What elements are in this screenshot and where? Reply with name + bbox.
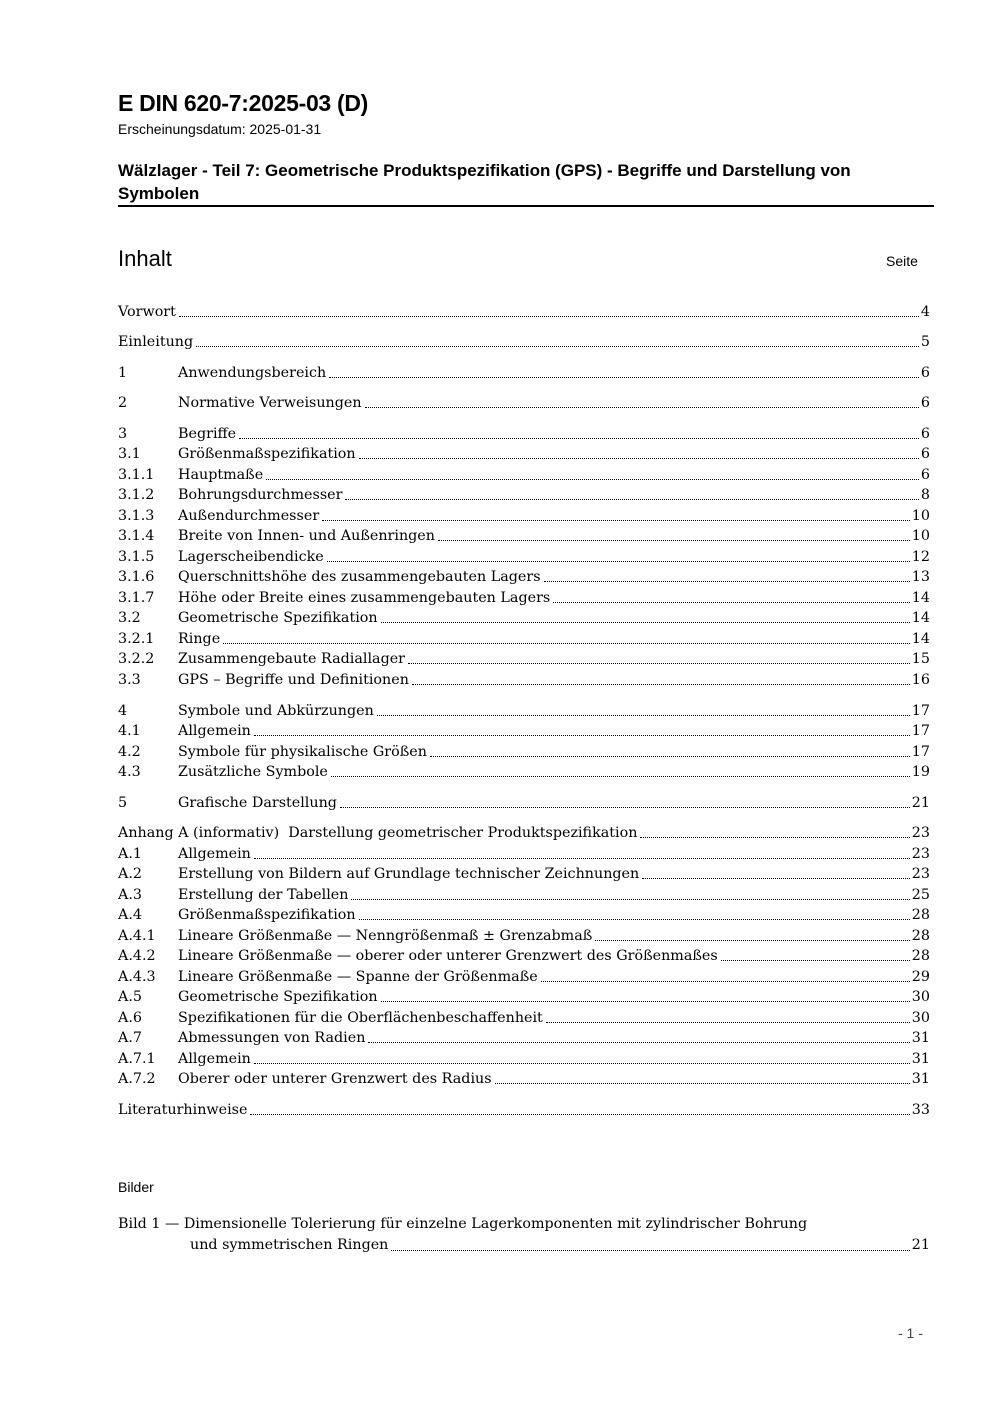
- toc-entry-page: 16: [911, 672, 930, 688]
- toc-entry-title: Literaturhinweise: [118, 1102, 248, 1118]
- toc-entry[interactable]: [118, 926, 930, 946]
- dot-leader: [322, 520, 910, 521]
- toc-entry-page: 29: [911, 969, 930, 985]
- document-subject: Wälzlager - Teil 7: Geometrische Produktspezifikation (GPS) - Begriffe und Darstellung von Symbolen: [118, 159, 934, 207]
- toc-entry[interactable]: [118, 1008, 930, 1028]
- toc-entry-number: A.7.1: [118, 1051, 156, 1067]
- dot-leader: [266, 479, 919, 480]
- dot-leader: [359, 458, 919, 459]
- toc-entry-title: Höhe oder Breite eines zusammengebauten Lagers: [178, 590, 551, 606]
- dot-leader: [640, 837, 909, 838]
- toc-entry[interactable]: [118, 608, 930, 628]
- dot-leader: [544, 581, 910, 582]
- toc-entry-number: A.7.2: [118, 1071, 156, 1087]
- dot-leader: [359, 919, 910, 920]
- dot-leader: [412, 684, 910, 685]
- toc-entry-title: Ringe: [178, 631, 221, 647]
- toc-entry-title: Erstellung von Bildern auf Grundlage technischer Zeichnungen: [178, 866, 640, 882]
- dot-leader: [721, 960, 910, 961]
- toc-entry-title: Breite von Innen- und Außenringen: [178, 528, 435, 544]
- toc-entry-title: Symbole und Abkürzungen: [178, 703, 374, 719]
- toc-entry[interactable]: [118, 844, 930, 864]
- toc-entry[interactable]: [118, 302, 930, 322]
- toc-entry-title: Lagerscheibendicke: [178, 549, 324, 565]
- toc-entry[interactable]: [118, 905, 930, 925]
- dot-leader: [408, 663, 910, 664]
- toc-entry-number: 3.1.3: [118, 508, 155, 524]
- toc-entry[interactable]: [118, 793, 930, 813]
- toc-entry-number: 4.1: [118, 723, 141, 739]
- dot-leader: [430, 756, 910, 757]
- toc-entry[interactable]: [118, 485, 930, 505]
- toc-entry-title: Geometrische Spezifikation: [178, 989, 378, 1005]
- toc-entry-number: 1: [118, 365, 128, 381]
- dot-leader: [546, 1022, 910, 1023]
- toc-entry-page: 30: [911, 1010, 930, 1026]
- dot-leader: [223, 643, 910, 644]
- toc-entry[interactable]: [118, 506, 930, 526]
- dot-leader: [391, 1250, 909, 1251]
- toc-entry-title: Anhang A (informativ) Darstellung geometrischer Produktspezifikation: [118, 825, 638, 841]
- toc-entry-number: 3.2.1: [118, 631, 155, 647]
- toc-entry[interactable]: [118, 424, 930, 444]
- toc-entry-number: 5: [118, 795, 128, 811]
- toc-entry-page: 12: [911, 549, 930, 565]
- toc-entry-number: 3.1.7: [118, 590, 155, 606]
- toc-entry[interactable]: [118, 885, 930, 905]
- dot-leader: [553, 602, 910, 603]
- toc-entry[interactable]: [118, 701, 930, 721]
- dot-leader: [368, 1042, 909, 1043]
- toc-entry-page: 15: [911, 651, 930, 667]
- toc-entry-title: Grafische Darstellung: [178, 795, 337, 811]
- toc-entry-page: 28: [911, 907, 930, 923]
- toc-entry-page: 8: [920, 487, 930, 503]
- toc-entry-page: 19: [911, 764, 930, 780]
- figure-entry-label: Bild 1 —: [118, 1216, 184, 1232]
- toc-entry-number: 3.1: [118, 446, 141, 462]
- toc-entry[interactable]: [118, 567, 930, 587]
- toc-entry-number: 3.2.2: [118, 651, 155, 667]
- toc-entry[interactable]: [118, 1100, 930, 1120]
- toc-entry[interactable]: [118, 864, 930, 884]
- figure-entry[interactable]: [118, 1214, 930, 1256]
- figure-entry-page: 21: [911, 1237, 930, 1253]
- toc-entry-page: 23: [911, 846, 930, 862]
- toc-entry-number: A.2: [118, 866, 142, 882]
- dot-leader: [340, 807, 910, 808]
- toc-entry-page: 31: [911, 1071, 930, 1087]
- toc-entry[interactable]: [118, 1028, 930, 1048]
- toc-entry-title: Oberer oder unterer Grenzwert des Radius: [178, 1071, 492, 1087]
- toc-entry-number: 4.3: [118, 764, 141, 780]
- figure-entry-line1: [118, 1214, 930, 1235]
- toc-entry-page: 21: [911, 795, 930, 811]
- toc-entry[interactable]: [118, 987, 930, 1007]
- dot-leader: [179, 316, 919, 317]
- toc-entry-number: 2: [118, 395, 128, 411]
- dot-leader: [642, 878, 910, 879]
- toc-entry-title: Geometrische Spezifikation: [178, 610, 378, 626]
- toc-entry-page: 5: [920, 334, 930, 350]
- dot-leader: [254, 1063, 910, 1064]
- dot-leader: [345, 499, 918, 500]
- toc-entry[interactable]: [118, 742, 930, 762]
- dot-leader: [331, 776, 910, 777]
- toc-entry-page: 33: [911, 1102, 930, 1118]
- figure-entry-title-cont: und symmetrischen Ringen: [190, 1237, 389, 1253]
- toc-entry-number: 4.2: [118, 744, 141, 760]
- toc-entry-number: A.1: [118, 846, 142, 862]
- toc-entry-title: Allgemein: [178, 846, 251, 862]
- dot-leader: [381, 1001, 910, 1002]
- toc-entry-title: Größenmaßspezifikation: [178, 907, 356, 923]
- toc-entry-title: Begriffe: [178, 426, 237, 442]
- dot-leader: [254, 858, 910, 859]
- toc-entry-title: Symbole für physikalische Größen: [178, 744, 427, 760]
- toc-entry-title: Anwendungsbereich: [178, 365, 327, 381]
- toc-entry-number: 4: [118, 703, 128, 719]
- toc-entry-number: 3.1.5: [118, 549, 155, 565]
- toc-entry[interactable]: [118, 526, 930, 546]
- toc-entry-title: Lineare Größenmaße — Spanne der Größenmaße: [178, 969, 538, 985]
- toc-entry-page: 28: [911, 928, 930, 944]
- toc-entry[interactable]: [118, 946, 930, 966]
- toc-entry-number: A.4.3: [118, 969, 156, 985]
- toc-entry-number: 3.1.1: [118, 467, 155, 483]
- toc-entry[interactable]: [118, 823, 930, 843]
- toc-entry-page: 6: [920, 446, 930, 462]
- dot-leader: [381, 622, 910, 623]
- toc-entry[interactable]: [118, 649, 930, 669]
- toc-entry[interactable]: [118, 332, 930, 352]
- dot-leader: [254, 735, 910, 736]
- dot-leader: [495, 1083, 910, 1084]
- toc-entry-title: Allgemein: [178, 723, 251, 739]
- toc-page-label: Seite: [886, 253, 918, 269]
- document-title: E DIN 620-7:2025-03 (D): [118, 90, 369, 116]
- toc-entry-number: 3.1.2: [118, 487, 155, 503]
- toc-entry-title: Außendurchmesser: [178, 508, 320, 524]
- toc-entry-title: Normative Verweisungen: [178, 395, 362, 411]
- page-number: - 1 -: [898, 1325, 923, 1341]
- toc-entry-page: 31: [911, 1030, 930, 1046]
- toc-entry-page: 31: [911, 1051, 930, 1067]
- toc-entry-number: A.4: [118, 907, 142, 923]
- toc-entry-title: GPS – Begriffe und Definitionen: [178, 672, 409, 688]
- figures-heading: Bilder: [118, 1179, 154, 1195]
- toc-entry-number: 3.3: [118, 672, 141, 688]
- toc-entry-title: Bohrungsdurchmesser: [178, 487, 343, 503]
- toc-entry-page: 14: [911, 631, 930, 647]
- toc-entry-page: 17: [911, 703, 930, 719]
- toc-entry[interactable]: [118, 363, 930, 383]
- toc-entry-title: Spezifikationen für die Oberflächenbeschaffenheit: [178, 1010, 543, 1026]
- toc-entry[interactable]: [118, 1049, 930, 1069]
- toc-entry-page: 6: [920, 395, 930, 411]
- toc-entry-page: 14: [911, 590, 930, 606]
- toc-entry-number: A.7: [118, 1030, 142, 1046]
- publication-date: Erscheinungsdatum: 2025-01-31: [118, 121, 322, 137]
- toc-entry-title: Erstellung der Tabellen: [178, 887, 349, 903]
- toc-entry-page: 6: [920, 467, 930, 483]
- toc-entry-page: 17: [911, 723, 930, 739]
- toc-entry-page: 6: [920, 365, 930, 381]
- toc-entry-number: A.4.1: [118, 928, 156, 944]
- toc-entry-number: 3: [118, 426, 128, 442]
- dot-leader: [327, 561, 910, 562]
- toc-entry[interactable]: [118, 465, 930, 485]
- toc-entry-page: 6: [920, 426, 930, 442]
- toc-entry-title: Allgemein: [178, 1051, 251, 1067]
- dot-leader: [196, 346, 919, 347]
- dot-leader: [438, 540, 910, 541]
- toc-entry[interactable]: [118, 393, 930, 413]
- toc-entry-page: 10: [911, 508, 930, 524]
- toc-entry-title: Zusammengebaute Radiallager: [178, 651, 406, 667]
- toc-entry-title: Hauptmaße: [178, 467, 264, 483]
- dot-leader: [377, 715, 910, 716]
- figure-entry-line2: [118, 1235, 930, 1256]
- toc-entry-title: Abmessungen von Radien: [178, 1030, 366, 1046]
- toc-entry[interactable]: [118, 670, 930, 690]
- toc-entry-title: Zusätzliche Symbole: [178, 764, 328, 780]
- toc-entry-page: 30: [911, 989, 930, 1005]
- toc-entry[interactable]: [118, 547, 930, 567]
- toc-entry[interactable]: [118, 762, 930, 782]
- dot-leader: [239, 438, 919, 439]
- dot-leader: [541, 981, 910, 982]
- toc-entry-title: Lineare Größenmaße — oberer oder unterer Grenzwert des Größenmaßes: [178, 948, 718, 964]
- figure-entry-title: Dimensionelle Tolerierung für einzelne Lagerkomponenten mit zylindrischer Bohrung: [183, 1216, 808, 1232]
- toc-entry-number: A.6: [118, 1010, 142, 1026]
- toc-entry[interactable]: [118, 629, 930, 649]
- toc-entry-title: Querschnittshöhe des zusammengebauten Lagers: [178, 569, 541, 585]
- dot-leader: [365, 407, 919, 408]
- toc-entry-title: Größenmaßspezifikation: [178, 446, 356, 462]
- toc-entry-page: 25: [911, 887, 930, 903]
- toc-entry-number: 3.1.4: [118, 528, 155, 544]
- dot-leader: [595, 940, 909, 941]
- toc-entry[interactable]: [118, 444, 930, 464]
- toc-entry-number: 3.1.6: [118, 569, 155, 585]
- dot-leader: [351, 899, 909, 900]
- toc-entry-number: A.3: [118, 887, 142, 903]
- toc-entry[interactable]: [118, 588, 930, 608]
- toc-entry-title: Vorwort: [118, 304, 176, 320]
- toc-entry-page: 4: [920, 304, 930, 320]
- toc-entry-page: 17: [911, 744, 930, 760]
- toc-entry[interactable]: [118, 967, 930, 987]
- toc-entry-page: 23: [911, 825, 930, 841]
- dot-leader: [329, 377, 919, 378]
- toc-entry-number: A.5: [118, 989, 142, 1005]
- toc-entry[interactable]: [118, 1069, 930, 1089]
- toc-entry[interactable]: [118, 721, 930, 741]
- toc-entry-page: 28: [911, 948, 930, 964]
- toc-entry-page: 14: [911, 610, 930, 626]
- toc-entry-title: Einleitung: [118, 334, 194, 350]
- toc-entry-number: 3.2: [118, 610, 141, 626]
- toc-entry-number: A.4.2: [118, 948, 156, 964]
- toc-heading: Inhalt: [118, 246, 172, 271]
- dot-leader: [250, 1114, 909, 1115]
- toc-entry-page: 13: [911, 569, 930, 585]
- toc-entry-page: 10: [911, 528, 930, 544]
- toc-entry-title: Lineare Größenmaße — Nenngrößenmaß ± Grenzabmaß: [178, 928, 593, 944]
- toc-entry-page: 23: [911, 866, 930, 882]
